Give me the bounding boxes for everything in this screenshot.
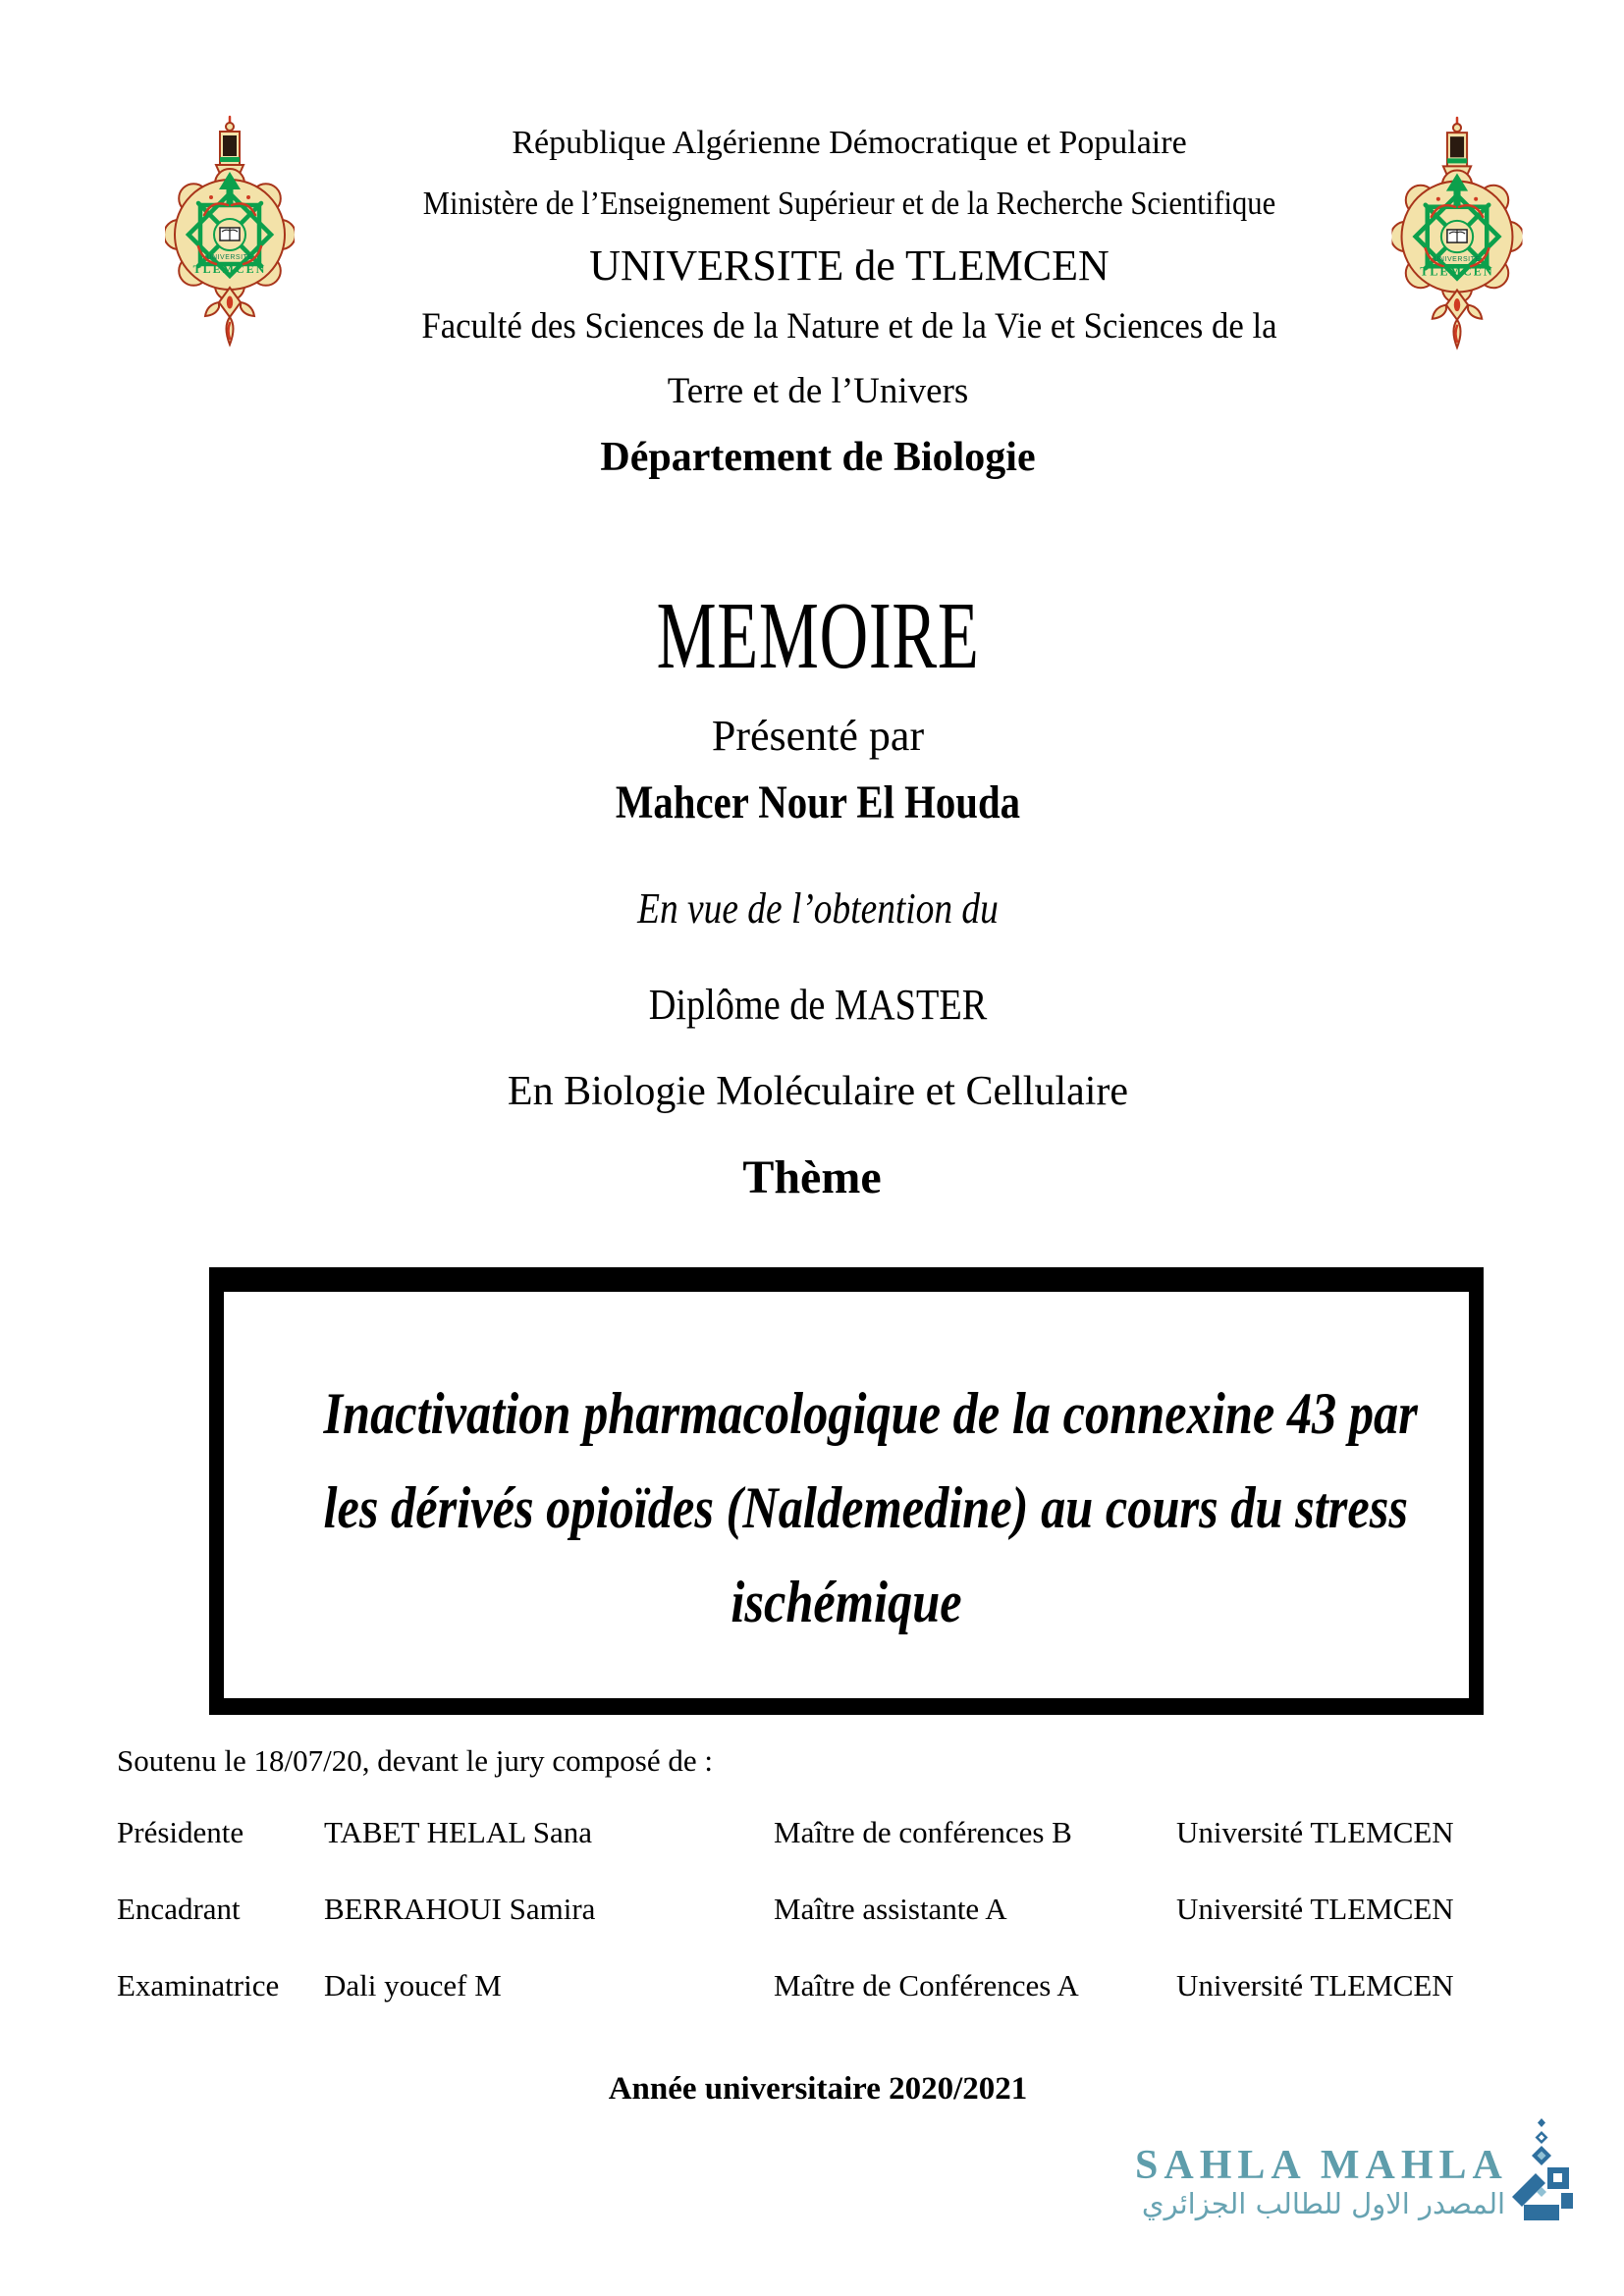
header-republic-line: République Algérienne Démocratique et Populaire	[512, 125, 1187, 161]
sahla-mahla-brand-text: SAHLA MAHLA	[1135, 2143, 1508, 2188]
jury-grade: Maître de conférences B	[774, 1815, 1072, 1849]
author-name: Mahcer Nour El Houda	[615, 776, 1021, 828]
jury-row	[0, 1892, 1624, 1935]
header-faculty-line-1: Faculté des Sciences de la Nature et de la Vie et Sciences de la	[421, 306, 1277, 347]
jury-name: TABET HELAL Sana	[324, 1815, 593, 1849]
purpose-line: En vue de l’obtention du	[637, 884, 999, 933]
jury-institution: Université TLEMCEN	[1176, 1815, 1454, 1849]
jury-grade: Maître de Conférences A	[774, 1968, 1079, 2002]
header-faculty-line-2: Terre et de l’Univers	[667, 371, 969, 411]
department-title: Département de Biologie	[600, 435, 1036, 480]
thesis-title-line: ischémique	[731, 1570, 962, 1634]
jury-row	[0, 1815, 1624, 1858]
jury-name: Dali youcef M	[324, 1968, 502, 2002]
defense-intro: Soutenu le 18/07/20, devant le jury composé de :	[117, 1743, 713, 1778]
jury-institution: Université TLEMCEN	[1176, 1892, 1454, 1926]
header-university-line: UNIVERSITE de TLEMCEN	[589, 241, 1110, 290]
jury-role: Examinatrice	[117, 1968, 280, 2002]
presented-by-label: Présenté par	[711, 712, 925, 760]
header-ministry-line: Ministère de l’Enseignement Supérieur et de la Recherche Scientifique	[422, 186, 1276, 222]
thesis-title-box	[209, 1267, 1484, 1715]
memoire-title: MEMOIRE	[656, 583, 980, 689]
theme-heading: Thème	[742, 1151, 882, 1203]
jury-role: Encadrant	[117, 1892, 241, 1926]
jury-name: BERRAHOUI Samira	[324, 1892, 596, 1926]
thesis-title-line: Inactivation pharmacologique de la connexine 43 par	[323, 1381, 1418, 1446]
jury-grade: Maître assistante A	[774, 1892, 1007, 1926]
specialty-line: En Biologie Moléculaire et Cellulaire	[507, 1069, 1129, 1114]
jury-row	[0, 1968, 1624, 2011]
sahla-mahla-calligraphy-icon	[1504, 2116, 1579, 2226]
sahla-mahla-arabic-tagline: المصدر الاول للطالب الجزائري	[1141, 2187, 1506, 2220]
jury-role: Présidente	[117, 1815, 244, 1849]
diploma-line: Diplôme de MASTER	[648, 981, 988, 1029]
thesis-title-line: les dérivés opioïdes (Naldemedine) au cours du stress	[323, 1475, 1408, 1540]
academic-year: Année universitaire 2020/2021	[608, 2071, 1028, 2107]
jury-institution: Université TLEMCEN	[1176, 1968, 1454, 2002]
